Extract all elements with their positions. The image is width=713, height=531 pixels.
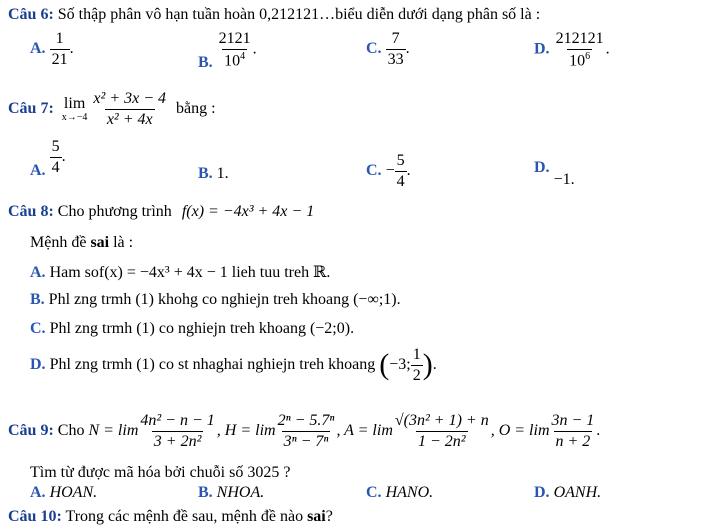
question-7-tail: bằng : [176, 100, 216, 118]
question-9-label: Câu 9: [8, 422, 54, 440]
fraction-numerator: 1 [412, 346, 421, 363]
fraction [50, 138, 62, 176]
question-7-option-c[interactable] [366, 152, 411, 190]
question-9-option-d[interactable] [534, 484, 601, 502]
question-6-text: Số thập phân vô hạn tuần hoàn 0,212121…biểu diễn dưới dạng phân số là : [57, 6, 541, 23]
option-text: NHOA. [216, 484, 265, 501]
option-label: D. [534, 40, 550, 58]
fraction [50, 30, 70, 68]
h-fraction [276, 412, 337, 450]
option-text: OANH. [553, 484, 602, 501]
question-7-option-a[interactable] [30, 138, 66, 179]
option-label: B. [30, 291, 45, 308]
question-7-label: Câu 7: [8, 100, 54, 118]
fraction-denominator: 21 [51, 50, 68, 68]
option-text: Phl zng trmh (1) co nghiejn treh khoang (−2;0). [49, 320, 355, 337]
question-8-prompt [30, 234, 133, 252]
question-8-text: Cho phương trình [57, 203, 172, 220]
prompt-text: Mệnh đề [30, 234, 91, 251]
fraction-numerator: √(3n² + 1) + n [394, 412, 489, 429]
question-9-stem [8, 412, 600, 450]
left-paren: ( [379, 348, 390, 382]
option-value: 1. [216, 165, 229, 182]
fraction-denominator [567, 49, 592, 70]
question-6-option-c[interactable] [366, 30, 410, 68]
option-label: D. [534, 159, 550, 176]
option-label: A. [30, 264, 46, 281]
fraction-numerator: 1 [55, 30, 64, 47]
fraction-denominator: 4 [51, 158, 60, 176]
period: . [69, 39, 74, 57]
question-10-text: Trong các mệnh đề sau, mệnh đề nào [65, 508, 308, 525]
option-label: B. [198, 165, 213, 182]
option-text: HANO. [385, 484, 434, 501]
question-8-option-c[interactable] [30, 320, 354, 338]
option-label: D. [534, 484, 550, 501]
option-text: Ham sof(x) = −4x³ + 4x − 1 lieh tuu treh ℝ. [49, 264, 331, 281]
lim-subscript: x→−4 [61, 112, 88, 124]
base: 10 [569, 51, 586, 69]
period: . [605, 40, 610, 58]
fraction [395, 152, 407, 190]
right-paren: ) [422, 348, 433, 382]
interval-left: −3; [389, 356, 411, 374]
option-label: A. [30, 161, 46, 179]
fraction [411, 346, 423, 384]
limit-operator [62, 95, 88, 124]
option-label: C. [366, 162, 382, 180]
period: . [432, 356, 437, 374]
equation: f(x) = −4x³ + 4x − 1 [181, 203, 315, 220]
n-fraction [138, 412, 216, 450]
question-6-stem [8, 6, 540, 24]
option-label: C. [366, 39, 382, 57]
question-9-option-a[interactable] [30, 484, 97, 502]
option-value: −1. [553, 171, 575, 188]
question-6-option-a[interactable] [30, 30, 74, 68]
option-label: A. [30, 484, 46, 501]
n-definition: N = lim [88, 422, 139, 440]
fraction-numerator: 2ⁿ − 5.7ⁿ [277, 412, 335, 429]
period: . [61, 147, 66, 165]
question-8-label: Câu 8: [8, 203, 54, 220]
prompt-text: là : [109, 234, 134, 251]
fraction-denominator: 1 − 2n² [417, 432, 466, 450]
period: . [406, 162, 411, 180]
fraction [217, 30, 253, 70]
question-8-option-b[interactable] [30, 291, 401, 309]
question-10-emphasis: sai [307, 508, 326, 525]
question-7-option-d[interactable] [534, 159, 575, 188]
question-9-option-c[interactable] [366, 484, 433, 502]
option-label: B. [198, 54, 213, 72]
fraction-numerator: 212121 [555, 30, 604, 47]
question-9-text: Cho [57, 422, 85, 440]
a-fraction [393, 412, 491, 450]
option-label: C. [30, 320, 46, 337]
option-text: Phl zng trmh (1) khohg co nghiejn treh khoang (−∞;1). [48, 291, 401, 308]
question-6-option-d[interactable] [534, 30, 610, 70]
fraction-numerator: 5 [396, 152, 405, 169]
minus-sign: − [385, 162, 395, 180]
question-10-stem [8, 508, 333, 526]
option-label: C. [366, 484, 382, 501]
fraction-denominator [222, 49, 247, 70]
period: . [596, 422, 601, 440]
fraction-denominator: 4 [396, 172, 405, 190]
question-9-question: Tìm từ được mã hóa bởi chuỗi số 3025 ? [30, 464, 291, 481]
fraction-denominator: 3ⁿ − 7ⁿ [283, 432, 329, 450]
period: . [405, 39, 410, 57]
fraction-denominator: 2 [412, 366, 421, 384]
fraction-denominator: x² + 4x [106, 110, 153, 128]
question-6-option-b[interactable] [198, 30, 257, 70]
question-7-stem [8, 90, 216, 128]
h-definition: , H = lim [216, 422, 276, 440]
fraction-numerator: 4n² − n − 1 [140, 412, 215, 429]
option-text: Phl zng trmh (1) co st nhaghai nghiejn treh khoang [49, 356, 376, 374]
fraction-denominator: 3 + 2n² [153, 432, 202, 450]
base: 10 [224, 51, 241, 69]
fraction [554, 30, 606, 70]
fraction [386, 30, 406, 68]
question-10-label: Câu 10: [8, 508, 62, 525]
fraction-numerator: 3n − 1 [551, 412, 595, 429]
exponent: 6 [585, 50, 591, 62]
fraction-numerator: x² + 3x − 4 [93, 90, 167, 107]
question-6-label: Câu 6: [8, 6, 54, 23]
option-label: A. [30, 39, 46, 57]
a-definition: , A = lim [336, 422, 393, 440]
question-10-text-end: ? [325, 508, 333, 525]
limit-fraction [91, 90, 168, 128]
fraction-denominator: n + 2 [555, 432, 591, 450]
question-8-stem [8, 203, 314, 221]
option-label: D. [30, 356, 46, 374]
question-7-option-b[interactable] [198, 165, 229, 183]
option-text: HOAN. [49, 484, 98, 501]
option-label: B. [198, 484, 213, 501]
prompt-emphasis: sai [90, 234, 110, 251]
question-8-option-d[interactable] [30, 346, 437, 384]
exponent: 4 [240, 50, 246, 62]
fraction-numerator: 7 [391, 30, 400, 47]
question-8-option-a[interactable] [30, 262, 330, 282]
period: . [252, 40, 257, 58]
fraction-numerator: 5 [51, 138, 60, 155]
question-9-option-b[interactable] [198, 484, 264, 502]
o-definition: , O = lim [490, 422, 550, 440]
fraction-numerator: 2121 [218, 30, 251, 47]
o-fraction [550, 412, 597, 450]
fraction-denominator: 33 [387, 50, 404, 68]
lim-text: lim [63, 94, 86, 112]
